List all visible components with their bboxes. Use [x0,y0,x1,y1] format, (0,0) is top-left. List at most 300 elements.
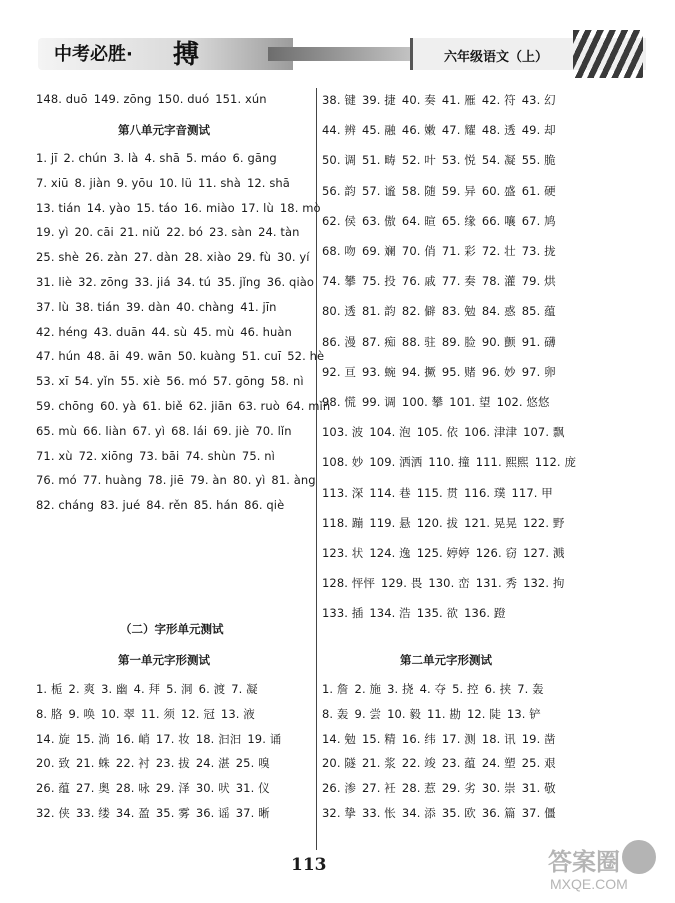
answer-item: 26. zàn [85,250,129,265]
answer-item: 49. wān [125,349,172,364]
answer-item: 4. 夺 [419,682,447,696]
answer-item: 18. 汩汩 [195,731,242,746]
answer-item: 36. 谣 [195,806,230,820]
answer-item: 82. 僻 [401,304,436,319]
answer-row [322,545,564,561]
answer-row [36,805,270,821]
watermark-text: 答案圈 [548,848,620,876]
answer-item: 29. fù [237,250,272,265]
answer-item: 120. 拔 [416,515,459,530]
answer-item: 129. 畏 [380,576,423,591]
answer-item: 82. cháng [36,498,95,513]
answer-item: 38. 键 [322,93,356,107]
answer-item: 20. cāi [74,225,114,240]
answer-item: 1. jī [36,151,58,165]
answer-item: 51. 畴 [361,153,396,168]
answer-item: 19. 凿 [521,731,556,746]
answer-item: 76. mó [36,473,77,488]
answer-item: 10. lü [158,175,192,190]
answer-item: 33. 怅 [361,806,396,820]
answer-item: 11. 须 [141,706,175,721]
answer-item: 83. 勉 [441,304,476,319]
answer-row [322,605,506,621]
answer-item: 16. 峭 [115,731,150,746]
answer-item: 5. 洞 [166,682,193,696]
answer-item: 2. 爽 [68,682,96,696]
answer-item: 9. 尝 [354,706,382,721]
answer-row [322,706,541,722]
answer-row [322,681,544,697]
answer-item: 132. 拘 [523,576,565,591]
answer-item: 42. héng [36,324,88,339]
answer-item: 85. 蕴 [521,304,556,319]
answer-item: 32. zōng [78,275,129,289]
section-title: （二）字形单元测试 [120,622,224,636]
answer-item: 57. 谧 [361,183,396,198]
answer-item: 12. 冠 [180,706,215,721]
answer-item: 7. xiū [36,175,69,190]
answer-item: 31. 敬 [521,781,556,796]
answer-item: 43. 幻 [521,93,556,107]
answer-item: 35. 雾 [155,806,190,820]
answer-item: 27. 奥 [75,781,110,796]
answer-item: 17. 测 [441,731,476,746]
answer-item: 73. bāi [139,448,180,463]
answer-item: 78. jiē [147,473,184,488]
answer-item: 18. 讯 [481,731,516,746]
answer-item: 77. 奏 [441,274,476,289]
answer-item: 113. 深 [322,485,364,500]
answer-item: 1. 栀 [36,682,63,696]
answer-item: 53. xī [36,374,69,389]
answer-item: 84. 惑 [481,304,516,319]
answer-item: 14. 旋 [36,731,70,746]
answer-item: 12. 陡 [466,706,501,721]
answer-item: 101. 望 [449,395,491,409]
answer-item: 35. 欧 [441,806,476,820]
answer-item: 124. 逸 [369,546,411,560]
answer-row [36,449,275,463]
answer-item: 31. liè [36,275,73,289]
answer-item: 36. qiào [266,275,315,289]
answer-row [36,225,300,239]
answer-row [322,303,556,319]
answer-item: 54. 凝 [481,153,516,168]
answer-item: 103. 波 [322,425,364,440]
answer-item: 122. 野 [523,515,565,530]
answer-item: 76. 戚 [401,274,436,289]
answer-item: 125. 婷婷 [416,546,470,560]
answer-item: 114. 巷 [369,485,411,500]
answer-item: 29. 泽 [155,781,190,796]
answer-item: 4. shā [144,151,180,165]
answer-row [322,334,556,350]
book-title-emphasis: 搏 [173,40,200,70]
answer-row [322,755,556,771]
answer-row [322,575,564,591]
answer-item: 83. jué [100,498,141,513]
answer-row [322,515,564,531]
answer-item: 47. 耀 [441,123,476,138]
answer-item: 130. 峦 [428,576,470,591]
answer-item: 48. 透 [481,123,516,138]
answer-item: 12. shā [246,175,290,190]
answer-item: 107. 飘 [523,425,565,440]
answer-item: 72. 壮 [481,244,516,258]
answer-item: 134. 浩 [369,606,411,621]
answer-item: 97. 卵 [521,364,556,379]
answer-item: 57. gōng [213,374,265,389]
answer-row [322,731,556,747]
answer-item: 23. sàn [209,225,253,240]
answer-item: 35. jǐng [216,275,261,289]
answer-item: 44. sù [151,324,188,339]
answer-item: 72. xiōng [78,448,134,463]
answer-item: 26. 蕴 [36,781,70,796]
answer-row [36,325,292,339]
answer-item: 79. àn [189,473,227,488]
answer-item: 69. 斓 [361,244,396,258]
answer-item: 34. 盈 [115,806,150,820]
answer-row [36,300,277,314]
answer-row [36,151,277,165]
answer-item: 16. miào [183,200,235,215]
answer-item: 71. xù [36,448,73,463]
answer-item: 86. qiè [244,498,285,513]
answer-item: 121. 晃晃 [464,515,518,530]
answer-item: 60. yà [100,399,137,413]
watermark-url: MXQE.COM [550,876,628,892]
answer-item: 85. hán [193,498,239,513]
answer-item: 17. 妆 [155,731,190,746]
answer-item: 96. 妙 [481,364,516,379]
answer-item: 68. lái [171,423,208,438]
answer-item: 6. 渡 [198,682,226,696]
answer-item: 2. chún [63,151,108,165]
answer-item: 9. 唤 [68,706,96,721]
answer-item: 56. mó [166,374,208,389]
answer-item: 39. dàn [125,299,171,314]
answer-item: 133. 插 [322,606,364,621]
answer-item: 4. 拜 [133,682,161,696]
answer-item: 30. yí [277,250,310,265]
answer-row [322,780,556,796]
answer-item: 45. 融 [361,123,396,138]
answer-item: 27. dàn [134,250,179,265]
answer-item: 117. 甲 [511,485,553,500]
answer-item: 64. mǐn [285,399,331,413]
answer-item: 67. yì [132,423,166,438]
answer-item: 37. 僵 [521,806,556,820]
answer-item: 34. 添 [401,806,436,820]
answer-item: 100. 攀 [401,395,444,409]
answer-item: 9. yōu [116,175,153,190]
answer-item: 38. tián [75,299,120,314]
answer-item: 32. 挚 [322,806,356,820]
answer-item: 55. 脆 [521,153,556,168]
answer-item: 65. 缘 [441,213,476,228]
answer-row [36,92,267,106]
answer-item: 127. 溅 [523,546,565,560]
answer-item: 15. 精 [361,731,396,746]
answer-item: 41. jīn [240,299,277,314]
answer-row [322,364,556,380]
answer-item: 14. yào [86,200,131,215]
answer-item: 109. 洒洒 [369,455,423,470]
answer-item: 28. 咏 [115,781,150,796]
answer-row [36,681,258,697]
answer-item: 61. biě [142,399,183,413]
answer-item: 84. rěn [146,498,188,513]
book-title: 中考必胜· [54,44,133,65]
answer-row [36,275,314,289]
answer-item: 58. nì [270,374,304,389]
answer-item: 102. 悠悠 [496,395,550,409]
answer-item: 40. chàng [176,299,235,314]
answer-item: 108. 妙 [322,455,364,470]
answer-item: 24. 塑 [481,756,516,771]
answer-item: 8. jiàn [74,175,111,190]
answer-row [322,273,556,289]
answer-item: 8. 轰 [322,706,349,721]
answer-item: 41. 雁 [441,93,476,107]
answer-row [322,122,556,138]
answer-item: 148. duō [36,92,88,106]
answer-row [322,424,564,440]
answer-row [36,374,304,388]
answer-item: 66. 嚷 [481,213,516,228]
answer-item: 67. 鸠 [521,213,556,228]
answer-item: 86. 漫 [322,334,356,349]
answer-item: 54. yǐn [74,374,115,389]
answer-item: 66. liàn [83,423,127,438]
answer-item: 15. 淌 [75,731,110,746]
answer-item: 150. duó [157,92,210,106]
answer-item: 119. 悬 [369,515,411,530]
answer-item: 81. 韵 [361,304,396,319]
answer-item: 74. 攀 [322,274,356,289]
section-title: 第二单元字形测试 [400,653,492,667]
answer-row [36,201,321,215]
answer-row [322,485,553,501]
answer-item: 31. 仪 [235,781,270,796]
answer-item: 87. 痴 [361,334,396,349]
answer-item: 21. 蛛 [75,756,110,771]
answer-item: 10. 翠 [101,706,136,721]
page-header [38,30,643,78]
answer-item: 116. 璞 [464,485,506,500]
answer-item: 81. àng [271,473,316,488]
answer-item: 46. 嫩 [401,123,436,138]
answer-item: 64. 暄 [401,213,436,228]
answer-item: 5. máo [186,151,227,165]
answer-item: 46. huàn [240,324,292,339]
answer-item: 13. 铲 [506,706,541,721]
answer-row [36,473,316,487]
answer-item: 89. 脸 [441,334,476,349]
answer-item: 59. 异 [441,183,476,198]
answer-item: 75. 投 [361,274,396,289]
answer-item: 93. 蜿 [361,364,396,379]
answer-item: 13. 液 [220,706,255,721]
answer-item: 126. 窃 [475,546,518,560]
grade-label: 六年级语文（上） [444,50,549,65]
answer-item: 91. 礴 [521,334,556,349]
answer-item: 68. 吻 [322,244,356,258]
answer-item: 21. niǔ [119,225,161,240]
answer-item: 62. jiān [188,399,233,413]
answer-item: 47. hún [36,349,81,364]
answer-row [36,424,292,438]
answer-item: 80. yì [232,473,266,488]
answer-item: 13. tián [36,200,81,215]
answer-row [322,394,550,410]
answer-item: 6. gāng [232,151,277,165]
answer-item: 23. 拔 [155,756,190,771]
answer-item: 6. 挟 [484,682,512,696]
answer-item: 28. 惹 [401,781,436,796]
answer-item: 65. mù [36,423,78,438]
answer-item: 62. 侯 [322,213,356,228]
answer-item: 80. 透 [322,304,356,319]
answer-item: 99. 调 [361,395,396,409]
section-title: 第八单元字音测试 [118,123,210,137]
answer-item: 25. 艰 [521,756,556,771]
answer-item: 63. ruò [238,399,280,413]
answer-item: 69. jiè [213,423,250,438]
answer-item: 3. 挠 [387,682,414,696]
answer-item: 5. 控 [452,682,479,696]
answer-row [36,780,270,796]
answer-item: 34. tú [176,275,211,289]
answer-item: 104. 泡 [369,425,411,440]
answer-item: 11. 勘 [427,706,461,721]
answer-item: 61. 硬 [521,183,556,198]
answer-item: 24. tàn [258,225,300,240]
answer-item: 10. 毅 [387,706,422,721]
answer-item: 8. 胳 [36,706,63,721]
answer-item: 20. 隧 [322,756,356,771]
answer-item: 115. 贯 [416,485,459,500]
answer-item: 70. 俏 [401,244,436,258]
answer-item: 90. 颤 [481,334,516,349]
answer-item: 149. zōng [93,92,152,106]
answer-item: 19. 诵 [247,731,282,746]
answer-row [322,243,556,259]
answer-row [322,805,556,821]
answer-item: 25. 嗅 [235,756,270,771]
answer-item: 112. 庞 [534,455,577,470]
answer-item: 136. 蹬 [464,606,506,621]
answer-item: 20. 致 [36,756,70,771]
answer-item: 88. 驻 [401,334,436,349]
answer-item: 95. 赌 [441,364,476,379]
answer-item: 74. shùn [185,448,236,463]
answer-row [36,349,324,363]
answer-item: 1. 詹 [322,682,349,696]
answer-row [36,755,270,771]
answer-item: 30. 吠 [195,781,230,796]
answer-item: 7. 凝 [231,682,258,696]
answer-item: 17. lù [240,200,274,215]
section-title: 第一单元字形测试 [118,653,210,667]
answer-item: 75. nì [241,448,275,463]
answer-item: 73. 拢 [521,244,556,258]
answer-item: 50. 调 [322,153,356,168]
answer-item: 118. 蹦 [322,515,364,530]
answer-item: 25. shè [36,250,79,265]
answer-item: 60. 盛 [481,183,516,198]
answer-row [36,250,310,264]
answer-item: 14. 勉 [322,731,356,746]
answer-item: 40. 奏 [401,93,436,107]
answer-item: 78. 灌 [481,274,516,289]
answer-item: 52. 叶 [401,153,436,168]
answer-item: 27. 衽 [361,781,396,796]
answer-item: 24. 湛 [195,756,230,771]
answer-row [36,399,330,413]
answer-item: 98. 慌 [322,395,356,409]
answer-row [322,183,556,199]
answer-item: 37. lù [36,299,70,314]
answer-item: 22. bó [166,225,204,240]
answer-item: 110. 撞 [428,455,470,470]
answer-item: 15. táo [136,200,178,215]
answer-item: 45. mù [193,324,235,339]
answer-item: 135. 欲 [416,606,459,621]
answer-item: 18. mò [279,200,321,215]
answer-item: 11. shà [197,175,241,190]
answer-row [36,498,284,512]
answer-item: 26. 渗 [322,781,356,796]
answer-item: 123. 状 [322,546,364,560]
answer-item: 79. 烘 [521,274,556,289]
answer-item: 29. 劣 [441,781,476,796]
answer-item: 51. cuī [241,349,282,364]
page-number: 113 [291,855,327,875]
answer-item: 22. 衬 [115,756,150,771]
answer-item: 33. jiá [134,275,171,289]
answer-item: 77. huàng [82,473,142,488]
answer-item: 2. 施 [354,682,382,696]
answer-item: 111. 熙熙 [475,455,529,470]
answer-row [36,706,255,722]
answer-item: 3. là [113,151,139,165]
answer-item: 92. 亘 [322,364,356,379]
answer-item: 42. 符 [481,93,516,107]
answer-item: 16. 纬 [401,731,436,746]
answer-item: 105. 依 [416,425,459,440]
answer-item: 55. xiè [120,374,161,389]
answer-item: 49. 却 [521,123,556,138]
answer-row [322,152,556,168]
answer-item: 33. 缕 [75,806,110,820]
answer-row [36,176,290,190]
answer-item: 23. 蕴 [441,756,476,771]
answer-item: 58. 随 [401,183,436,198]
answer-item: 63. 傲 [361,213,396,228]
answer-item: 7. 轰 [517,682,544,696]
answer-item: 28. xiào [184,250,232,265]
answer-item: 59. chōng [36,399,95,413]
answer-item: 53. 悦 [441,153,476,168]
answer-item: 52. hè [287,349,325,364]
answer-item: 128. 怦怦 [322,576,375,591]
answer-item: 21. 浆 [361,756,396,771]
answer-item: 131. 秀 [475,576,518,591]
answer-item: 71. 彩 [441,244,476,258]
watermark-circle-icon [622,840,656,874]
